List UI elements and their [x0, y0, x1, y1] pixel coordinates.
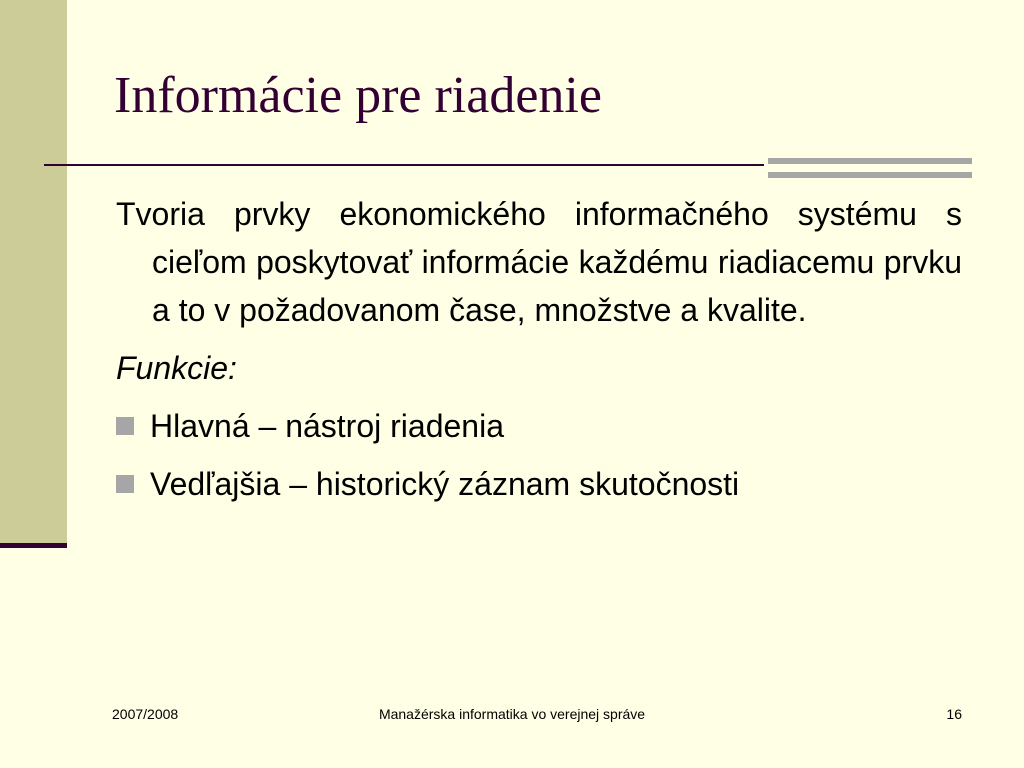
footer-page-number: 16	[946, 706, 962, 722]
square-bullet-icon	[116, 417, 134, 435]
slide-title: Informácie pre riadenie	[114, 67, 602, 124]
functions-list	[116, 402, 962, 508]
functions-label: Funkcie:	[116, 350, 237, 386]
slide-body	[116, 190, 962, 518]
list-item-text: Hlavná – nástroj riadenia	[150, 408, 504, 444]
square-bullet-icon	[116, 475, 134, 493]
side-accent-bar	[0, 543, 67, 548]
footer-course: Manažérska informatika vo verejnej správe	[378, 706, 646, 722]
divider-accent-top	[768, 158, 972, 164]
footer-date: 2007/2008	[112, 706, 179, 722]
side-band	[0, 0, 67, 543]
list-item	[116, 460, 962, 508]
title-divider	[44, 164, 764, 166]
intro-paragraph: Tvoria prvky ekonomického informačného systému s cieľom poskytovať informácie každému riadiacemu prvku a to v požadovanom čase, množstve a kvalite.	[116, 196, 962, 328]
list-item	[116, 402, 962, 450]
list-item-text: Vedľajšia – historický záznam skutočnosti	[150, 466, 740, 502]
divider-accent-bottom	[768, 172, 972, 178]
